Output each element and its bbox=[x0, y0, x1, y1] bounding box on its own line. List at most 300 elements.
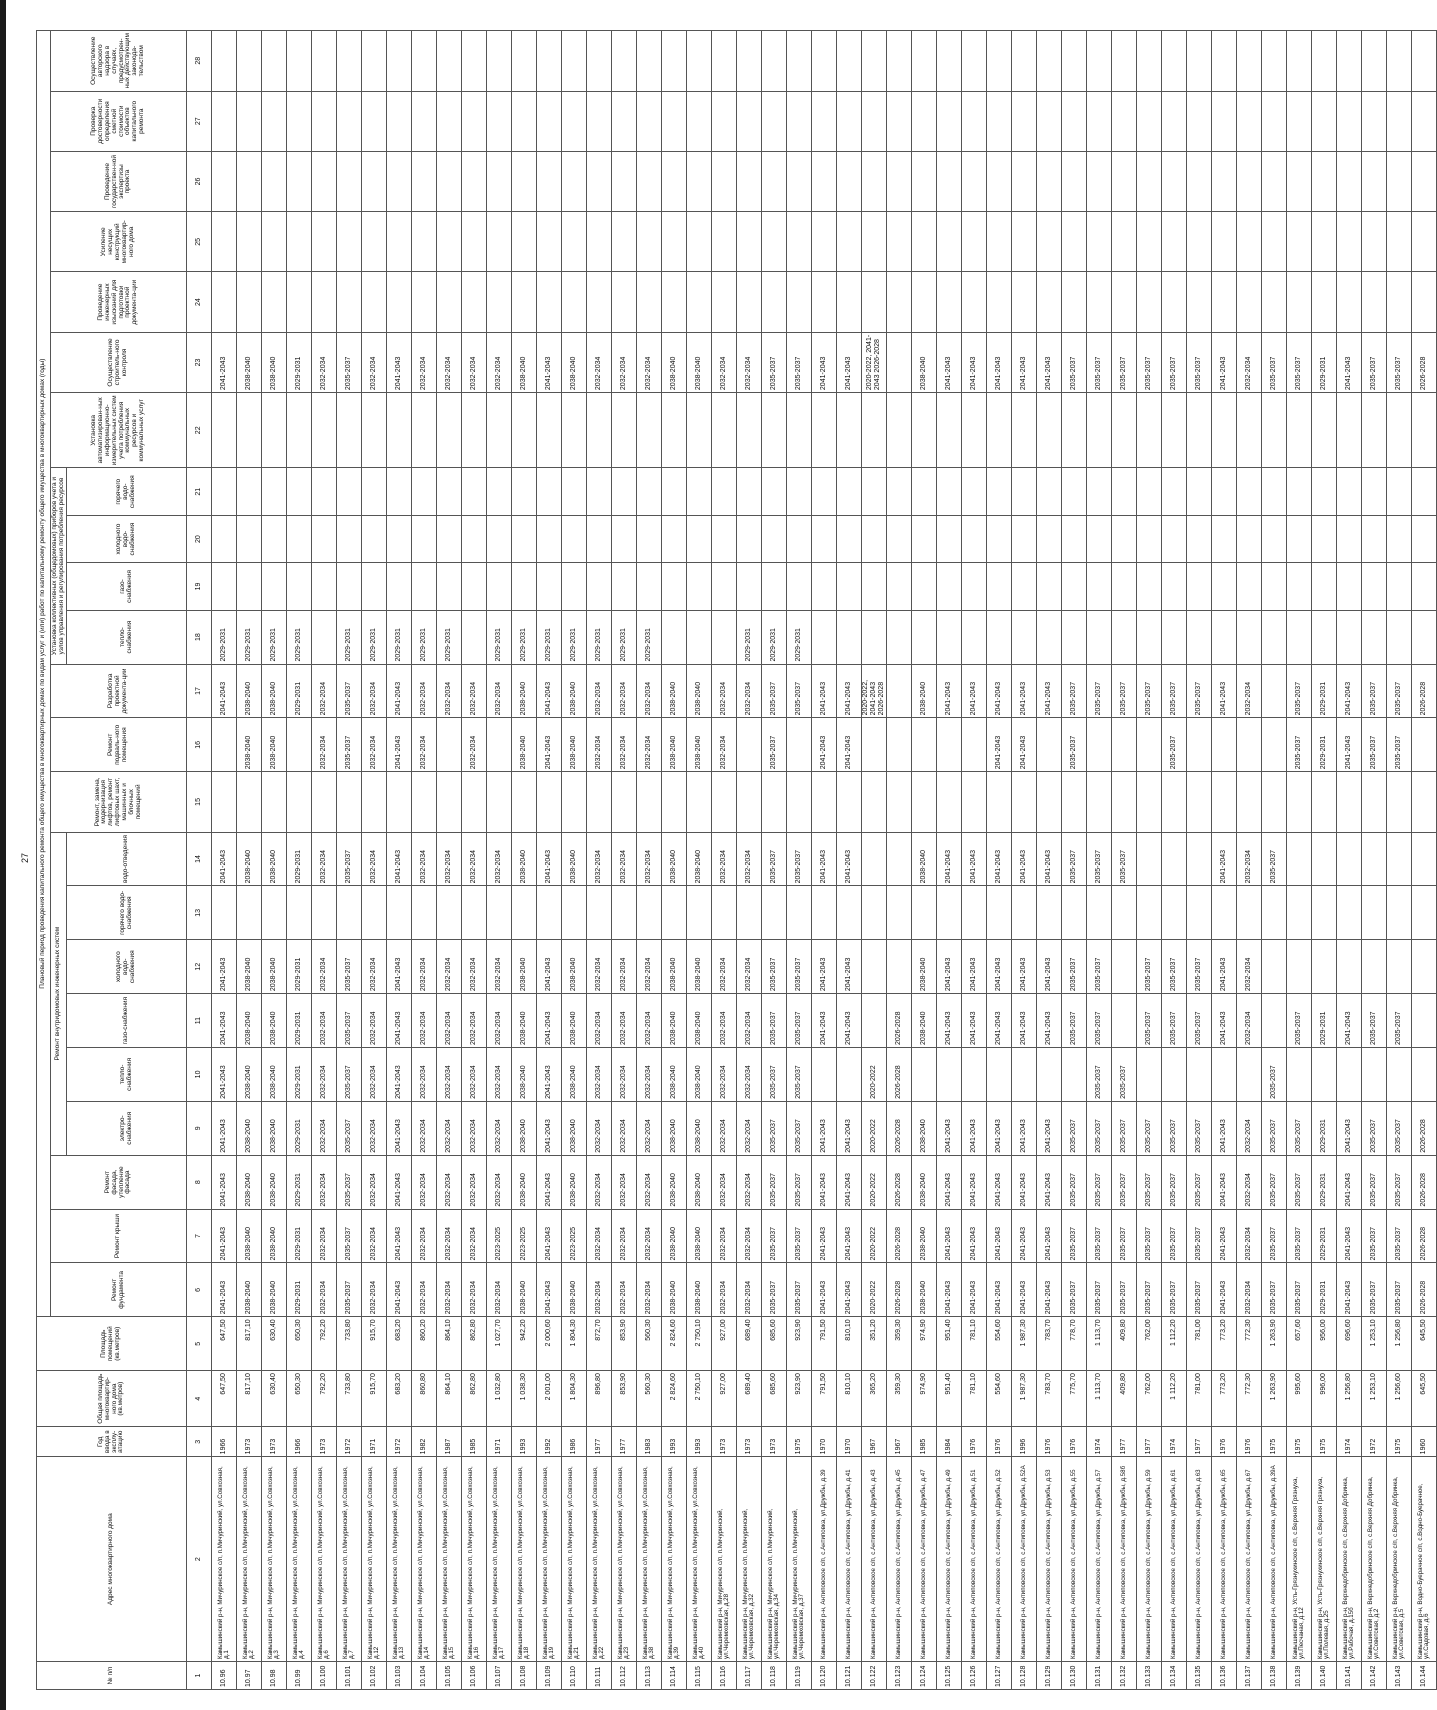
period-cell: 2032-2034 bbox=[312, 1263, 337, 1317]
row-number: 10.117 bbox=[737, 1662, 762, 1690]
row-number: 10.99 bbox=[287, 1662, 312, 1690]
row-year: 1967 bbox=[862, 1427, 887, 1457]
period-cell bbox=[662, 31, 687, 92]
row-year: 1972 bbox=[387, 1427, 412, 1457]
period-cell bbox=[737, 772, 762, 832]
period-cell: 2041-2043 bbox=[537, 1155, 562, 1209]
row-area-total: 791,50 bbox=[812, 1371, 837, 1427]
period-cell: 2032-2034 bbox=[487, 994, 512, 1048]
row-number: 10.111 bbox=[587, 1662, 612, 1690]
period-cell bbox=[712, 563, 737, 610]
period-cell: 2035-2037 bbox=[1287, 1263, 1312, 1317]
period-cell: 2035-2037 bbox=[1137, 1155, 1162, 1209]
period-cell bbox=[1312, 151, 1337, 211]
period-cell: 2032-2034 bbox=[362, 1263, 387, 1317]
period-cell: 2032-2034 bbox=[462, 994, 487, 1048]
period-cell: 2035-2037 bbox=[1387, 718, 1412, 772]
period-cell: 2032-2034 bbox=[637, 1209, 662, 1263]
period-cell bbox=[712, 886, 737, 940]
row-number: 10.129 bbox=[1037, 1662, 1062, 1690]
row-area-total: 1 038,30 bbox=[512, 1371, 537, 1427]
table-row bbox=[1237, 31, 1262, 1690]
period-cell bbox=[537, 563, 562, 610]
period-cell: 2035-2037 bbox=[762, 1263, 787, 1317]
period-cell bbox=[912, 31, 937, 92]
period-cell: 2041-2043 bbox=[387, 1048, 412, 1102]
row-address: Камышинский р-н, Верхнедобринское с/п, с.Верхняя Добринка, ул.Советская, д.2 bbox=[1362, 1457, 1387, 1662]
period-cell: 2038-2040 bbox=[262, 332, 287, 392]
period-cell: 2035-2037 bbox=[1087, 1155, 1112, 1209]
period-cell: 2035-2037 bbox=[762, 718, 787, 772]
period-cell: 2041-2043 bbox=[962, 994, 987, 1048]
row-area-living: 630,40 bbox=[262, 1317, 287, 1371]
period-cell bbox=[1212, 718, 1237, 772]
period-cell bbox=[812, 393, 837, 468]
period-cell bbox=[312, 151, 337, 211]
period-cell bbox=[612, 393, 637, 468]
period-cell bbox=[1312, 31, 1337, 92]
period-cell bbox=[662, 212, 687, 272]
period-cell bbox=[1112, 468, 1137, 515]
period-cell: 2038-2040 bbox=[262, 1209, 287, 1263]
row-address: Камышинский р-н, Мичуринское с/п, п.Мичуринский, ул.Совхозная, д.39 bbox=[662, 1457, 687, 1662]
period-cell bbox=[1287, 832, 1312, 886]
period-cell: 2038-2040 bbox=[262, 664, 287, 718]
period-cell: 2029-2031 bbox=[1312, 1263, 1337, 1317]
row-address: Камышинский р-н, Антиповское с/п, с.Антиповка, ул.Дружбы, д.52А bbox=[1012, 1457, 1037, 1662]
period-cell: 2035-2037 bbox=[787, 832, 812, 886]
row-year: 1960 bbox=[1412, 1427, 1437, 1457]
period-cell: 2038-2040 bbox=[237, 332, 262, 392]
period-cell bbox=[937, 1048, 962, 1102]
period-cell bbox=[562, 468, 587, 515]
period-cell: 2035-2037 bbox=[1262, 1155, 1287, 1209]
period-cell bbox=[1387, 563, 1412, 610]
period-cell: 2032-2034 bbox=[637, 994, 662, 1048]
period-cell bbox=[337, 772, 362, 832]
row-area-living: 792,20 bbox=[312, 1317, 337, 1371]
header-area-total: Общая площадь многоквартир-ного дома (кв.метров) bbox=[37, 1371, 187, 1427]
period-cell bbox=[462, 91, 487, 151]
period-cell bbox=[237, 212, 262, 272]
row-address: Камышинский р-н, Антиповское с/п, с.Антиповка, ул.Дружбы, д.52 bbox=[987, 1457, 1012, 1662]
table-row bbox=[762, 31, 787, 1690]
period-cell bbox=[1412, 468, 1437, 515]
period-cell bbox=[962, 886, 987, 940]
period-cell: 2041-2043 bbox=[937, 832, 962, 886]
period-cell: 2032-2034 bbox=[437, 940, 462, 994]
row-year: 1982 bbox=[412, 1427, 437, 1457]
period-cell bbox=[987, 886, 1012, 940]
period-cell: 2035-2037 bbox=[337, 664, 362, 718]
period-cell: 2035-2037 bbox=[1387, 1101, 1412, 1155]
row-year: 1983 bbox=[637, 1427, 662, 1457]
period-cell: 2029-2031 bbox=[1312, 1101, 1337, 1155]
period-cell: 2032-2034 bbox=[362, 1209, 387, 1263]
period-cell bbox=[1262, 91, 1287, 151]
period-cell bbox=[537, 886, 562, 940]
period-cell bbox=[462, 272, 487, 332]
row-address: Камышинский р-н, Усть-Грязнухинское с/п, с.Верхняя Грязнуха, ул.Песчаная, д.12 bbox=[1287, 1457, 1312, 1662]
period-cell: 2041-2043 bbox=[812, 940, 837, 994]
period-cell bbox=[1412, 832, 1437, 886]
row-area-total: 1 263,90 bbox=[1262, 1371, 1287, 1427]
period-cell bbox=[912, 1048, 937, 1102]
period-cell bbox=[212, 886, 237, 940]
period-cell: 2035-2037 bbox=[1112, 1048, 1137, 1102]
table-row bbox=[487, 31, 512, 1690]
period-cell: 2020-2022 bbox=[862, 1155, 887, 1209]
row-address: Камышинский р-н, Верхнедобринское с/п, с.Верхняя Добринка, ул.Советская, д.5 bbox=[1387, 1457, 1412, 1662]
period-cell bbox=[987, 151, 1012, 211]
period-cell: 2035-2037 bbox=[1387, 1263, 1412, 1317]
period-cell bbox=[587, 886, 612, 940]
period-cell bbox=[1362, 91, 1387, 151]
period-cell bbox=[1162, 91, 1187, 151]
period-cell bbox=[1087, 151, 1112, 211]
period-cell bbox=[337, 886, 362, 940]
table-row bbox=[1137, 31, 1162, 1690]
row-area-living: 773,20 bbox=[1212, 1317, 1237, 1371]
row-address: Камышинский р-н, Мичуринское с/п, п.Мичуринский, ул.Совхозная, д.2 bbox=[237, 1457, 262, 1662]
period-cell bbox=[812, 886, 837, 940]
period-cell: 2029-2031 bbox=[287, 940, 312, 994]
period-cell: 2038-2040 bbox=[237, 1048, 262, 1102]
period-cell bbox=[312, 91, 337, 151]
row-area-living: 864,10 bbox=[437, 1317, 462, 1371]
period-cell bbox=[1212, 515, 1237, 562]
period-cell bbox=[362, 563, 387, 610]
period-cell: 2041-2043 bbox=[937, 1155, 962, 1209]
period-cell: 2032-2034 bbox=[587, 1263, 612, 1317]
period-cell bbox=[1187, 393, 1212, 468]
period-cell: 2029-2031 bbox=[287, 610, 312, 664]
period-cell: 2041-2043 bbox=[987, 1209, 1012, 1263]
period-cell: 2038-2040 bbox=[562, 940, 587, 994]
period-cell: 2029-2031 bbox=[287, 1263, 312, 1317]
period-cell: 2035-2037 bbox=[337, 832, 362, 886]
period-cell: 2035-2037 bbox=[787, 1155, 812, 1209]
column-index-cell: 2 bbox=[187, 1457, 212, 1662]
period-cell bbox=[587, 151, 612, 211]
row-year: 1973 bbox=[312, 1427, 337, 1457]
period-cell: 2035-2037 bbox=[787, 1048, 812, 1102]
period-cell bbox=[987, 1048, 1012, 1102]
period-cell bbox=[1087, 393, 1112, 468]
period-cell bbox=[262, 31, 287, 92]
period-cell: 2035-2037 bbox=[1262, 1048, 1287, 1102]
row-year: 1970 bbox=[812, 1427, 837, 1457]
row-address: Камышинский р-н, Антиповское с/п, с.Антиповка, ул.Дружбы, д.45 bbox=[887, 1457, 912, 1662]
row-year: 1974 bbox=[1337, 1427, 1362, 1457]
period-cell bbox=[437, 886, 462, 940]
period-cell bbox=[1287, 393, 1312, 468]
row-area-living: 359,30 bbox=[887, 1317, 912, 1371]
column-index-cell: 27 bbox=[187, 91, 212, 151]
row-address: Камышинский р-н, Антиповское с/п, с.Антиповка, ул.Дружбы, д.67 bbox=[1237, 1457, 1262, 1662]
period-cell: 2041-2043 bbox=[987, 332, 1012, 392]
period-cell: 2032-2034 bbox=[362, 1155, 387, 1209]
period-cell bbox=[1262, 515, 1287, 562]
row-year: 1976 bbox=[1037, 1427, 1062, 1457]
row-number: 10.123 bbox=[887, 1662, 912, 1690]
period-cell: 2032-2034 bbox=[487, 1048, 512, 1102]
period-cell bbox=[912, 718, 937, 772]
period-cell: 2041-2043 bbox=[212, 940, 237, 994]
period-cell bbox=[662, 468, 687, 515]
period-cell bbox=[812, 31, 837, 92]
period-cell bbox=[1137, 393, 1162, 468]
period-cell: 2041-2043 bbox=[1212, 1155, 1237, 1209]
period-cell bbox=[1187, 212, 1212, 272]
period-cell: 2038-2040 bbox=[512, 994, 537, 1048]
row-area-total: 1 253,10 bbox=[1362, 1371, 1387, 1427]
period-cell: 2032-2034 bbox=[712, 832, 737, 886]
period-cell bbox=[962, 1048, 987, 1102]
period-cell bbox=[1362, 468, 1387, 515]
period-cell bbox=[887, 393, 912, 468]
row-number: 10.127 bbox=[987, 1662, 1012, 1690]
period-cell bbox=[437, 468, 462, 515]
header-basement: Ремонт подваль-ного помещения bbox=[51, 718, 187, 772]
period-cell bbox=[462, 151, 487, 211]
period-cell bbox=[587, 31, 612, 92]
period-cell bbox=[837, 272, 862, 332]
period-cell bbox=[937, 772, 962, 832]
period-cell bbox=[887, 610, 912, 664]
period-cell: 2038-2040 bbox=[662, 718, 687, 772]
period-cell: 2032-2034 bbox=[637, 1048, 662, 1102]
period-cell bbox=[1187, 563, 1212, 610]
period-cell bbox=[687, 772, 712, 832]
column-index-cell: 16 bbox=[187, 718, 212, 772]
period-cell bbox=[487, 212, 512, 272]
period-cell bbox=[362, 272, 387, 332]
period-cell: 2038-2040 bbox=[562, 1048, 587, 1102]
table-row bbox=[1287, 31, 1312, 1690]
period-cell: 2035-2037 bbox=[1137, 1101, 1162, 1155]
row-area-living: 645,50 bbox=[1412, 1317, 1437, 1371]
row-address: Камышинский р-н, Антиповское с/п, с.Антиповка, ул.Дружбы, д.65 bbox=[1212, 1457, 1237, 1662]
period-cell: 2035-2037 bbox=[1362, 1209, 1387, 1263]
period-cell: 2029-2031 bbox=[562, 610, 587, 664]
period-cell bbox=[587, 563, 612, 610]
period-cell bbox=[337, 151, 362, 211]
period-cell: 2032-2034 bbox=[312, 718, 337, 772]
period-cell bbox=[787, 91, 812, 151]
period-cell bbox=[562, 772, 587, 832]
period-cell: 2035-2037 bbox=[1062, 994, 1087, 1048]
period-cell: 2032-2034 bbox=[437, 994, 462, 1048]
period-cell bbox=[1087, 91, 1112, 151]
period-cell: 2041-2043 bbox=[537, 1209, 562, 1263]
period-cell: 2038-2040 bbox=[562, 1155, 587, 1209]
period-cell bbox=[612, 31, 637, 92]
period-cell bbox=[1012, 91, 1037, 151]
period-cell bbox=[487, 91, 512, 151]
row-area-living: 791,50 bbox=[812, 1317, 837, 1371]
period-cell bbox=[1287, 772, 1312, 832]
period-cell: 2035-2037 bbox=[1287, 332, 1312, 392]
period-cell: 2032-2034 bbox=[312, 1048, 337, 1102]
period-cell: 2041-2043 bbox=[812, 1263, 837, 1317]
period-cell: 2026-2028 bbox=[1412, 1263, 1437, 1317]
period-cell: 2035-2037 bbox=[1387, 1155, 1412, 1209]
row-area-total: 974,90 bbox=[912, 1371, 937, 1427]
period-cell bbox=[1362, 393, 1387, 468]
period-cell: 2032-2034 bbox=[587, 1155, 612, 1209]
period-cell bbox=[1262, 468, 1287, 515]
period-cell bbox=[262, 515, 287, 562]
period-cell bbox=[787, 393, 812, 468]
period-cell: 2041-2043 bbox=[1212, 664, 1237, 718]
period-cell: 2038-2040 bbox=[662, 1263, 687, 1317]
table-row bbox=[312, 31, 337, 1690]
column-index-cell: 1 bbox=[187, 1662, 212, 1690]
period-cell: 2038-2040 bbox=[687, 1048, 712, 1102]
period-cell: 2041-2043 bbox=[212, 1155, 237, 1209]
period-cell: 2032-2034 bbox=[412, 332, 437, 392]
period-cell bbox=[962, 272, 987, 332]
period-cell: 2038-2040 bbox=[687, 332, 712, 392]
column-index-cell: 5 bbox=[187, 1317, 212, 1371]
period-cell bbox=[1337, 515, 1362, 562]
row-year: 1973 bbox=[712, 1427, 737, 1457]
period-cell bbox=[487, 886, 512, 940]
period-cell: 2032-2034 bbox=[587, 332, 612, 392]
period-cell bbox=[737, 212, 762, 272]
period-cell bbox=[812, 468, 837, 515]
period-cell bbox=[1212, 212, 1237, 272]
period-cell: 2035-2037 bbox=[1062, 1155, 1087, 1209]
period-cell bbox=[987, 31, 1012, 92]
period-cell bbox=[512, 515, 537, 562]
period-cell bbox=[1212, 393, 1237, 468]
period-cell bbox=[637, 212, 662, 272]
period-cell bbox=[462, 515, 487, 562]
table-row bbox=[887, 31, 912, 1690]
row-year: 1975 bbox=[787, 1427, 812, 1457]
period-cell: 2032-2034 bbox=[637, 1101, 662, 1155]
period-cell bbox=[1087, 31, 1112, 92]
period-cell bbox=[1162, 772, 1187, 832]
period-cell: 2035-2037 bbox=[762, 1155, 787, 1209]
column-index-cell: 8 bbox=[187, 1155, 212, 1209]
period-cell: 2041-2043 bbox=[1012, 940, 1037, 994]
period-cell: 2038-2040 bbox=[912, 940, 937, 994]
period-cell: 2041-2043 bbox=[1212, 332, 1237, 392]
period-cell: 2035-2037 bbox=[1187, 332, 1212, 392]
period-cell: 2035-2037 bbox=[1362, 994, 1387, 1048]
period-cell bbox=[287, 718, 312, 772]
period-cell: 2032-2034 bbox=[312, 940, 337, 994]
period-cell bbox=[1062, 610, 1087, 664]
period-cell: 2026-2028 bbox=[1412, 664, 1437, 718]
period-cell: 2035-2037 bbox=[1162, 1263, 1187, 1317]
period-cell bbox=[1387, 468, 1412, 515]
period-cell bbox=[262, 91, 287, 151]
period-cell bbox=[387, 272, 412, 332]
period-cell: 2041-2043 bbox=[387, 718, 412, 772]
period-cell: 2032-2034 bbox=[437, 664, 462, 718]
period-cell: 2032-2034 bbox=[412, 1101, 437, 1155]
period-cell bbox=[287, 886, 312, 940]
period-cell: 2035-2037 bbox=[1087, 332, 1112, 392]
period-cell: 2041-2043 bbox=[1337, 1101, 1362, 1155]
row-number: 10.102 bbox=[362, 1662, 387, 1690]
period-cell: 2038-2040 bbox=[662, 664, 687, 718]
header-meter-cold: холодного водо-снабжения bbox=[67, 515, 187, 562]
period-cell bbox=[887, 332, 912, 392]
period-cell: 2038-2040 bbox=[562, 664, 587, 718]
period-cell bbox=[487, 718, 512, 772]
period-cell: 2032-2034 bbox=[412, 718, 437, 772]
period-cell bbox=[812, 563, 837, 610]
period-cell bbox=[862, 212, 887, 272]
period-cell: 2032-2034 bbox=[587, 994, 612, 1048]
row-address: Камышинский р-н, Мичуринское с/п, п.Мичуринский, ул.Совхозная, д.15 bbox=[437, 1457, 462, 1662]
period-cell: 2038-2040 bbox=[512, 1101, 537, 1155]
period-cell bbox=[587, 91, 612, 151]
period-cell: 2032-2034 bbox=[487, 940, 512, 994]
row-area-living: 683,20 bbox=[387, 1317, 412, 1371]
row-area-living: 351,20 bbox=[862, 1317, 887, 1371]
row-address: Камышинский р-н, Мичуринское с/п, п.Мичуринский, ул.Совхозная, д.6 bbox=[312, 1457, 337, 1662]
period-cell bbox=[337, 272, 362, 332]
period-cell bbox=[312, 610, 337, 664]
period-cell bbox=[887, 515, 912, 562]
period-cell bbox=[862, 393, 887, 468]
period-cell: 2035-2037 bbox=[1062, 1101, 1087, 1155]
row-year: 1970 bbox=[837, 1427, 862, 1457]
period-cell bbox=[637, 272, 662, 332]
period-cell: 2041-2043 bbox=[812, 664, 837, 718]
period-cell bbox=[812, 91, 837, 151]
period-cell: 2035-2037 bbox=[1162, 1155, 1187, 1209]
period-cell: 2041-2043 bbox=[812, 832, 837, 886]
row-area-living: 2 000,60 bbox=[537, 1317, 562, 1371]
period-cell: 2041-2043 bbox=[1012, 1101, 1037, 1155]
period-cell bbox=[512, 212, 537, 272]
period-cell bbox=[262, 563, 287, 610]
period-cell bbox=[712, 272, 737, 332]
period-cell: 2041-2043 bbox=[962, 940, 987, 994]
period-cell: 2020-2022 bbox=[862, 1209, 887, 1263]
period-cell bbox=[387, 393, 412, 468]
period-cell bbox=[612, 563, 637, 610]
header-auto: Установка автоматизирован-ных информационно-измерительных систем учета потребления коммунальных ресурсов и коммунальных услуг bbox=[51, 393, 187, 468]
period-cell bbox=[962, 151, 987, 211]
row-area-total: 792,20 bbox=[312, 1371, 337, 1427]
period-cell bbox=[1412, 151, 1437, 211]
row-year: 1967 bbox=[887, 1427, 912, 1457]
period-cell: 2041-2043 bbox=[387, 664, 412, 718]
period-cell: 2032-2034 bbox=[637, 332, 662, 392]
period-cell: 2038-2040 bbox=[512, 1263, 537, 1317]
period-cell: 2035-2037 bbox=[787, 1209, 812, 1263]
period-cell: 2026-2028 bbox=[1412, 332, 1437, 392]
period-cell bbox=[237, 772, 262, 832]
column-index-cell: 12 bbox=[187, 940, 212, 994]
period-cell bbox=[1037, 31, 1062, 92]
period-cell bbox=[762, 91, 787, 151]
period-cell: 2032-2034 bbox=[712, 332, 737, 392]
period-cell: 2020-2022, 2041-2043 2026-2028 bbox=[862, 332, 887, 392]
period-cell bbox=[1087, 772, 1112, 832]
row-address: Камышинский р-н, Мичуринское с/п, п.Мичуринский, ул.Совхозная, д.18 bbox=[512, 1457, 537, 1662]
period-cell bbox=[1262, 151, 1287, 211]
column-index-cell: 25 bbox=[187, 212, 212, 272]
